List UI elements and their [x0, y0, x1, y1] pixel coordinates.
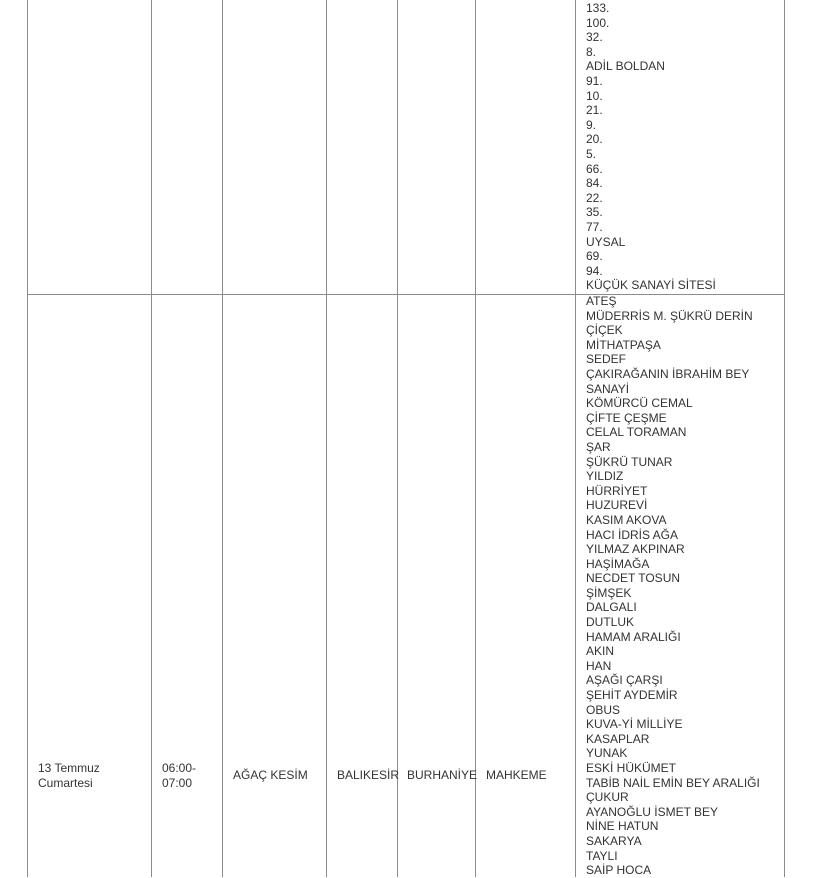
street-item: HÜRRİYET — [586, 483, 648, 498]
street-item: MÜDERRİS M. ŞÜKRÜ DERİN — [586, 308, 753, 323]
street-item: ŞİMŞEK — [586, 585, 632, 600]
street-item: ESKİ HÜKÜMET — [586, 761, 677, 775]
column-divider-reason-city — [326, 0, 327, 877]
street-item: 32. — [586, 30, 603, 45]
street-list-row-1 — [586, 1, 716, 293]
column-divider-district-neighborhood — [475, 0, 476, 877]
table-border-left — [27, 0, 28, 877]
street-item: ADİL BOLDAN — [586, 59, 665, 74]
street-item: MİTHATPAŞA — [586, 337, 661, 352]
street-item: DUTLUK — [586, 615, 635, 630]
street-item: 91. — [586, 73, 603, 88]
street-list-row-2 — [586, 294, 760, 878]
column-divider-neighborhood-streets — [575, 0, 576, 877]
street-item: SEDEF — [586, 352, 627, 367]
time-end: 07:00 — [162, 775, 193, 790]
street-item: HACI İDRİS AĞA — [586, 527, 679, 542]
street-item: YILMAZ AKPINAR — [586, 542, 685, 557]
street-item: ŞEHİT AYDEMİR — [586, 688, 678, 703]
street-item: SAİP HOCA — [586, 863, 652, 878]
street-item: 66. — [586, 161, 603, 176]
street-item: HUZUREVİ — [586, 498, 648, 513]
street-item: 35. — [586, 205, 603, 220]
street-item: 22. — [586, 190, 603, 205]
street-item: 69. — [586, 249, 603, 264]
street-item: AYANOĞLU İSMET BEY — [586, 804, 719, 819]
city-cell: BALIKESİR — [337, 768, 400, 782]
time-start: 06:00- — [162, 761, 197, 775]
street-item: 133. — [586, 1, 610, 15]
street-item: ŞAR — [586, 439, 611, 454]
street-item: 94. — [586, 263, 603, 278]
street-item: 9. — [586, 117, 597, 132]
column-divider-date-time — [151, 0, 152, 877]
time-cell — [162, 761, 196, 790]
street-item: ÇAKIRAĞANIN İBRAHİM BEY — [586, 366, 750, 381]
street-item: KÖMÜRCÜ CEMAL — [586, 396, 693, 411]
street-item: YILDIZ — [586, 469, 624, 484]
reason-cell: AĞAÇ KESİM — [233, 768, 308, 782]
street-item: KÜÇÜK SANAYİ SİTESİ — [586, 278, 716, 293]
street-item: SAKARYA — [586, 833, 642, 848]
street-item: 84. — [586, 176, 603, 191]
street-item: DALGALI — [586, 600, 637, 615]
street-item: HAMAM ARALIĞI — [586, 629, 681, 644]
street-item: 8. — [586, 44, 597, 59]
street-item: ÇUKUR — [586, 790, 629, 805]
street-item: KUVA-Yİ MİLLİYE — [586, 717, 683, 732]
date-weekday: Cumartesi — [38, 775, 93, 790]
street-item: 100. — [586, 15, 610, 30]
street-item: ATEŞ — [586, 294, 617, 308]
street-item: 20. — [586, 132, 603, 147]
street-item: UYSAL — [586, 234, 626, 249]
street-item: SANAYİ — [586, 381, 630, 396]
street-item: KASAPLAR — [586, 731, 650, 746]
street-item: YUNAK — [586, 746, 628, 761]
district-cell: BURHANİYE — [407, 768, 478, 782]
column-divider-time-reason — [222, 0, 223, 877]
column-divider-city-district — [397, 0, 398, 877]
street-item: 10. — [586, 88, 603, 103]
street-item: AŞAĞI ÇARŞI — [586, 673, 663, 688]
table-border-right — [784, 0, 785, 877]
date-cell — [38, 761, 100, 790]
street-item: OBUS — [586, 702, 621, 717]
street-item: NİNE HATUN — [586, 819, 659, 834]
street-item: 77. — [586, 219, 603, 234]
street-item: TABİB NAİL EMİN BEY ARALIĞI — [586, 775, 760, 790]
street-item: CELAL TORAMAN — [586, 425, 687, 440]
street-item: KASIM AKOVA — [586, 512, 667, 527]
street-item: TAYLI — [586, 848, 618, 863]
neighborhood-cell: MAHKEME — [486, 768, 547, 782]
street-item: 21. — [586, 103, 603, 118]
street-item: NECDET TOSUN — [586, 571, 681, 586]
date-day: 13 Temmuz — [38, 761, 100, 775]
street-item: HAN — [586, 658, 612, 673]
street-item: ÇİÇEK — [586, 323, 623, 338]
street-item: AKIN — [586, 644, 615, 659]
street-item: HAŞİMAĞA — [586, 556, 650, 571]
street-item: 5. — [586, 146, 597, 161]
street-item: ÇİFTE ÇEŞME — [586, 410, 667, 425]
street-item: ŞÜKRÜ TUNAR — [586, 454, 673, 469]
